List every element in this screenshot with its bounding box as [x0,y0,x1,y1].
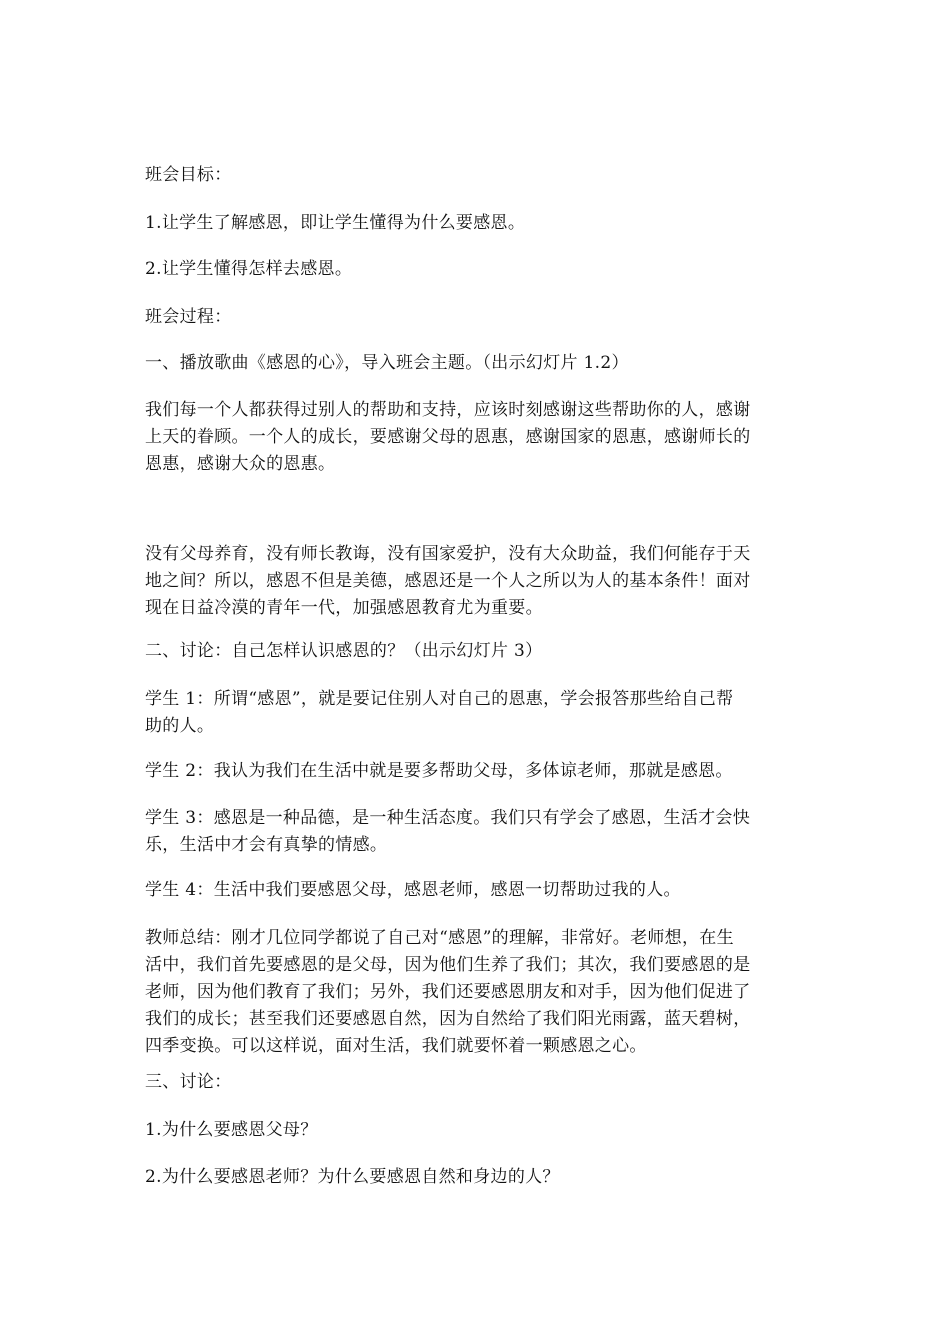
text-line: 班会目标： [145,165,232,185]
teacher-summary [145,925,809,1060]
text-line: 2.为什么要感恩老师？为什么要感恩自然和身边的人？ [145,1167,560,1187]
section-heading-goals [145,162,809,189]
discussion-question-1 [145,1117,809,1144]
document-page [145,0,809,1344]
goal-item-2 [145,256,809,283]
text-line: 老师，因为他们教育了我们；另外，我们还要感恩朋友和对手，因为他们促进了 [145,982,751,1002]
text-line: 恩惠，感谢大众的恩惠。 [145,454,336,474]
student-1-answer [145,686,809,740]
text-line: 一、播放歌曲《感恩的心》，导入班会主题。（出示幻灯片 1.2） [145,353,629,373]
text-line: 我们的成长；甚至我们还要感恩自然，因为自然给了我们阳光雨露，蓝天碧树， [145,1009,751,1029]
text-line: 学生 1：所谓“感恩”，就是要记住别人对自己的恩惠，学会报答那些给自己帮 [145,689,734,709]
text-line: 学生 3：感恩是一种品德，是一种生活态度。我们只有学会了感恩，生活才会快 [145,808,751,828]
text-line: 1.为什么要感恩父母？ [145,1120,318,1140]
paragraph-gratitude-intro [145,397,809,478]
student-4-answer [145,877,809,904]
text-line: 活中，我们首先要感恩的是父母，因为他们生养了我们；其次，我们要感恩的是 [145,955,751,975]
goal-item-1 [145,210,809,237]
text-line: 地之间？所以，感恩不但是美德，感恩还是一个人之所以为人的基本条件！面对 [145,571,751,591]
text-line: 学生 4：生活中我们要感恩父母，感恩老师，感恩一切帮助过我的人。 [145,880,681,900]
step-3-heading [145,1069,809,1096]
section-heading-process [145,304,809,331]
text-line: 四季变换。可以这样说，面对生活，我们就要怀着一颗感恩之心。 [145,1036,647,1056]
text-line: 没有父母养育，没有师长教诲，没有国家爱护，没有大众助益，我们何能存于天 [145,544,751,564]
step-1-heading [145,350,809,377]
student-2-answer [145,758,809,785]
text-line: 现在日益冷漠的青年一代，加强感恩教育尤为重要。 [145,598,543,618]
text-line: 三、讨论： [145,1072,232,1092]
text-line: 上天的眷顾。一个人的成长，要感谢父母的恩惠，感谢国家的恩惠，感谢师长的 [145,427,751,447]
discussion-question-2 [145,1164,809,1191]
text-line: 助的人。 [145,716,215,736]
text-line: 二、讨论：自己怎样认识感恩的？（出示幻灯片 3） [145,641,543,661]
student-3-answer [145,805,809,859]
step-2-heading [145,638,809,665]
text-line: 学生 2：我认为我们在生活中就是要多帮助父母，多体谅老师，那就是感恩。 [145,761,733,781]
text-line: 2.让学生懂得怎样去感恩。 [145,259,353,279]
text-line: 1.让学生了解感恩，即让学生懂得为什么要感恩。 [145,213,526,233]
text-line: 我们每一个人都获得过别人的帮助和支持，应该时刻感谢这些帮助你的人，感谢 [145,400,751,420]
text-line: 教师总结：刚才几位同学都说了自己对“感恩”的理解，非常好。老师想，在生 [145,928,734,948]
text-line: 乐，生活中才会有真挚的情感。 [145,835,388,855]
paragraph-gratitude-importance [145,541,809,622]
text-line: 班会过程： [145,307,232,327]
